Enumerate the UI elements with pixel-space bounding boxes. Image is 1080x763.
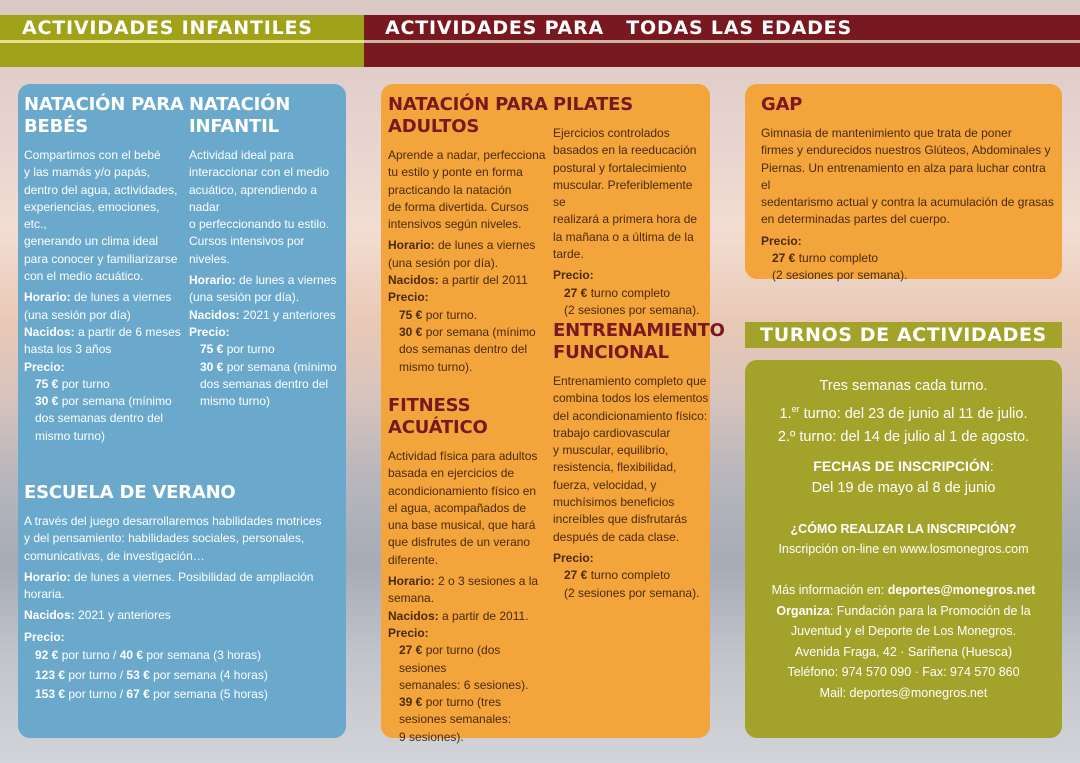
activity-description: Aprende a nadar, perfecciona tu estilo y ponte en forma practicando la natación de forma divertida. Cursos intensivos según niveles. — [388, 148, 546, 232]
activity-description: Actividad física para adultos basada en ejercicios de acondicionamiento físico en el agua, acompañados de una base musical, que hará que disfrutes de un verano diferente. — [388, 449, 538, 567]
activity-description: Gimnasia de mantenimiento que trata de poner firmes y endurecidos nuestros Glúteos, Abdominales y Piernas. Un entrenamiento en alza para luchar contra el sedentarismo actual y contra la acumulación de grasas en determinadas partes del cuerpo. — [761, 126, 1054, 227]
price-line: 75 € por turno — [200, 342, 275, 357]
horario-line: Horario: 2 o 3 sesiones a la semana. — [388, 574, 539, 606]
activity-title: NATACIÓN PARA BEBÉS — [24, 94, 184, 137]
section-title-todas-edades: ACTIVIDADES PARA TODAS LAS EDADES — [385, 17, 852, 39]
horario-line: Horario: de lunes a viernes (una sesión por día). — [388, 238, 536, 270]
como-label: ¿CÓMO REALIZAR LA INSCRIPCIÓN? — [790, 522, 1017, 536]
turno-1: 1.$^{er}$ turno: del 23 de junio al 11 de julio. — [779, 404, 1028, 422]
horario-line: Horario: de lunes a viernes (una sesión por día) — [24, 290, 172, 322]
price-line: 123 € por turno / 53 € por semana (4 horas) — [35, 667, 268, 682]
turno-2: 2.º turno: del 14 de julio al 1 de agosto. — [777, 428, 1030, 445]
activity-title: PILATES — [553, 94, 634, 115]
fechas-inscripcion — [745, 455, 1062, 500]
precio-label: Precio: — [388, 290, 429, 305]
price-line: 30 € por semana (mínimo dos semanas dentro del mismo turno) — [35, 394, 172, 443]
precio-label: Precio: — [388, 625, 429, 640]
turnos-schedule — [745, 375, 1062, 449]
price-line: 75 € por turno — [35, 376, 110, 391]
fechas-label: FECHAS DE INSCRIPCIÓN: — [813, 458, 994, 474]
nacidos-line: Nacidos: 2021 y anteriores — [24, 608, 171, 623]
como-inscripcion — [745, 519, 1062, 560]
price-line: 27 € turno completo (2 sesiones por semana). — [564, 568, 700, 600]
price-line: 153 € por turno / 67 € por semana (5 horas) — [35, 687, 268, 702]
nacidos-line: Nacidos: a partir de 6 meses hasta los 3 años — [24, 324, 181, 357]
price-line: 39 € por turno (tres sesiones semanales: 9 sesiones). — [399, 695, 512, 744]
header-band-right-lower — [364, 40, 1080, 67]
nacidos-line: Nacidos: a partir de 2011. — [388, 608, 529, 623]
activity-title: FITNESS ACUÁTICO — [388, 395, 488, 438]
price-line: 92 € por turno / 40 € por semana (3 horas) — [35, 648, 262, 663]
precio-label: Precio: — [24, 359, 65, 374]
phone-fax: Teléfono: 974 570 090 · Fax: 974 570 860 — [787, 665, 1020, 679]
activity-title: ESCUELA DE VERANO — [24, 482, 236, 503]
organiza-line: Organiza: Fundación para la Promoción de la Juventud y el Deporte de Los Monegros. — [776, 603, 1031, 638]
horario-line: Horario: de lunes a viernes. Posibilidad de ampliación horaria. — [24, 569, 314, 602]
contact-info — [745, 580, 1062, 703]
price-line: 30 € por semana (mínimo dos semanas dentro del mismo turno). — [399, 324, 536, 374]
turnos-intro: Tres semanas cada turno. — [819, 378, 988, 394]
activity-escuela — [24, 482, 342, 705]
activity-title: ENTRENAMIENTO FUNCIONAL — [553, 320, 725, 363]
activity-description: Ejercicios controlados basados en la reeducación postural y fortalecimiento muscular. Preferiblemente se realizará a primera hora de la mañana o a última de la tarde. — [553, 126, 698, 262]
activity-description: Entrenamiento completo que combina todos los elementos del acondicionamiento físico: trabajo cardiovascular y muscular, equilibrio, resistencia, flexibilidad, fuerza, velocidad, y muchísimos beneficios increíbles que disfrutarás después de cada clase. — [553, 374, 709, 544]
horario-line: Horario: de lunes a viernes (una sesión por día). — [189, 273, 337, 305]
address: Avenida Fraga, 42 · Sariñena (Huesca) — [794, 644, 1013, 659]
activity-gap — [761, 94, 1057, 285]
turnos-title: TURNOS DE ACTIVIDADES — [745, 322, 1062, 348]
nacidos-line: Nacidos: a partir del 2011 — [388, 273, 528, 288]
activity-description: Actividad ideal para interaccionar con el medio acuático, aprendiendo a nadar o perfeccionando tu estilo. Cursos intensivos por niveles. — [189, 148, 330, 266]
precio-label: Precio: — [24, 629, 65, 644]
activity-pilates — [553, 94, 707, 319]
precio-label: Precio: — [553, 550, 594, 565]
activity-description: Compartimos con el bebé y las mamás y/o papás, dentro del agua, actividades, experiencias, emociones, etc., generando un clima ideal para conocer y familiarizarse con el medio acuático. — [24, 148, 178, 284]
activity-fitness — [388, 395, 548, 746]
activity-title: NATACIÓN INFANTIL — [189, 94, 291, 137]
price-line: 75 € por turno. — [399, 307, 478, 322]
fechas-value: Del 19 de mayo al 8 de junio — [811, 480, 996, 496]
price-line: 27 € turno completo (2 sesiones por semana). — [564, 285, 700, 317]
price-line: 27 € turno completo (2 sesiones por semana). — [772, 251, 908, 283]
precio-label: Precio: — [553, 268, 594, 283]
activity-title: GAP — [761, 94, 803, 115]
price-line: 27 € por turno (dos sesiones semanales: 6 sesiones). — [399, 643, 529, 692]
nacidos-line: Nacidos: 2021 y anteriores — [189, 307, 336, 322]
header-band-left-lower — [0, 40, 364, 67]
section-title-infantiles: ACTIVIDADES INFANTILES — [22, 17, 313, 39]
precio-label: Precio: — [189, 324, 230, 339]
activity-funcional — [553, 320, 725, 602]
como-value: Inscripción on-line en www.losmonegros.com — [778, 542, 1029, 556]
activity-infantil — [189, 94, 345, 410]
activity-adultos — [388, 94, 548, 376]
activity-description: A través del juego desarrollaremos habilidades motrices y del pensamiento: habilidades sociales, personales, comunicativas, de investigación… — [24, 514, 322, 563]
activity-bebes — [24, 94, 184, 445]
info-email[interactable]: deportes@monegros.net — [887, 583, 1036, 597]
info-line: Más información en: deportes@monegros.net — [771, 583, 1036, 597]
precio-label: Precio: — [761, 233, 802, 248]
price-line: 30 € por semana (mínimo dos semanas dentro del mismo turno) — [200, 359, 337, 409]
mail-line: Mail: deportes@monegros.net — [819, 685, 988, 700]
activity-title: NATACIÓN PARA ADULTOS — [388, 94, 548, 137]
